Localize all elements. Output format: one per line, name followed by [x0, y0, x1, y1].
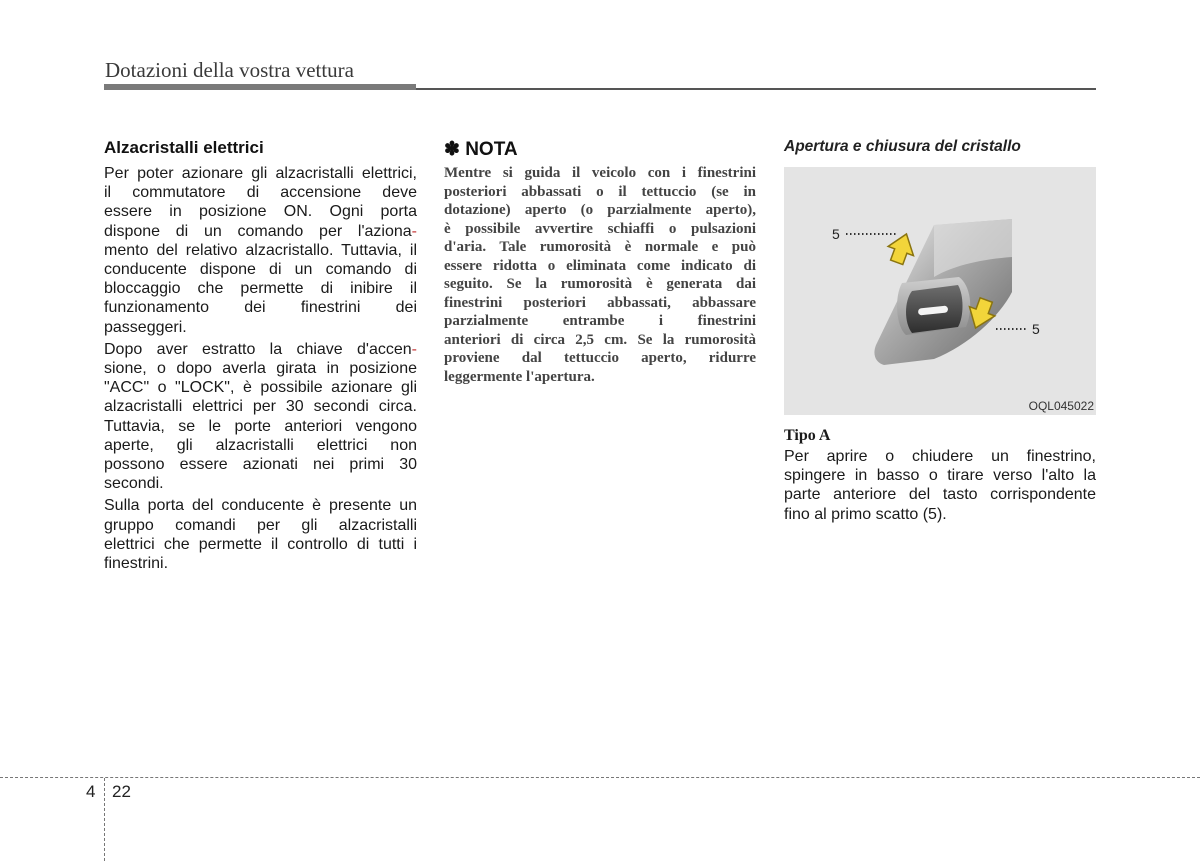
- nota-heading: ✽ NOTA: [444, 139, 518, 160]
- text-line: parzialmente entrambe i finestrini: [444, 313, 756, 329]
- hyphen-mark: -: [411, 340, 417, 358]
- footer-dashed-rule: [0, 777, 1200, 778]
- text-line: bloccaggio che permette di inibire il: [104, 280, 417, 298]
- section-paragraph-3: [104, 496, 417, 573]
- text-line: leggermente l'apertura.: [444, 368, 595, 385]
- window-switch-illustration: [784, 167, 1096, 415]
- text-line: il commutatore di accensione deve: [104, 184, 417, 202]
- text-line: Mentre si guida il veicolo con i finestrini: [444, 165, 756, 181]
- text-line: è possibile avvertire schiaffi o pulsazioni: [444, 220, 756, 237]
- text-line: mento del relativo alzacristallo. Tuttavia, il: [104, 241, 417, 259]
- text-line: "ACC" o "LOCK", è possibile azionare gli: [104, 379, 417, 397]
- text-line: Sulla porta del conducente è presente un: [104, 497, 417, 515]
- figure-code: OQL045022: [1028, 399, 1094, 413]
- page-chapter-number: 4: [86, 782, 96, 801]
- text-line: Per poter azionare gli alzacristalli elettrici,: [104, 165, 417, 182]
- text-line: funzionamento dei finestrini dei: [104, 299, 417, 317]
- text-line: parte anteriore del tasto corrispondente: [784, 486, 1096, 504]
- header-rule-thin: [416, 88, 1096, 90]
- callout-top-label: 5: [832, 226, 840, 242]
- text-line: finestrini posteriori abbassati, abbassare: [444, 294, 756, 311]
- text-line: posteriori abbassati o il tettuccio (se in: [444, 183, 756, 200]
- text-line: spingere in basso o tirare verso l'alto la: [784, 467, 1096, 485]
- column-middle: [444, 138, 756, 386]
- text-line: dispone di un comando per l'aziona-: [104, 222, 417, 240]
- text-line: Per aprire o chiudere un finestrino,: [784, 448, 1096, 465]
- text-line: Dopo aver estratto la chiave d'accen-: [104, 340, 417, 358]
- text-line: d'aria. Tale rumorosità è normale e può: [444, 239, 756, 255]
- text-line: essere in posizione ON. Ogni porta: [104, 203, 417, 221]
- tipo-paragraph: [784, 447, 1096, 524]
- header-rule-thick: [104, 84, 416, 90]
- section-paragraph-2: [104, 340, 417, 494]
- text-line: proviene dal tettuccio aperto, ridurre: [444, 350, 756, 366]
- figure-caption: Apertura e chiusura del cristallo: [784, 138, 1021, 155]
- text-line: seguito. Se la rumorosità è generata dai: [444, 276, 756, 292]
- header-title: Dotazioni della vostra vettura: [105, 58, 354, 82]
- column-right: [784, 138, 1096, 527]
- window-switch-figure: [784, 167, 1096, 415]
- page-number: 22: [112, 782, 131, 801]
- callout-bottom-label: 5: [1032, 321, 1040, 337]
- text-line: conducente dispone di un comando di: [104, 261, 417, 279]
- text-line: Tuttavia, se le porte anteriori vengono: [104, 417, 417, 435]
- section-paragraph-1: [104, 164, 417, 337]
- text-line: fino al primo scatto (5).: [784, 505, 947, 523]
- section-heading: Alzacristalli elettrici: [104, 138, 264, 157]
- text-line: passeggeri.: [104, 318, 187, 336]
- text-line: secondi.: [104, 475, 164, 493]
- text-line: elettrici che permette il controllo di tutti i: [104, 535, 417, 553]
- text-line: essere ridotta o eliminata come indicato di: [444, 257, 756, 274]
- footer-dashed-divider: [104, 778, 105, 861]
- text-line: alzacristalli elettrici per 30 secondi circa.: [104, 398, 417, 416]
- text-line: gruppo comandi per gli alzacristalli: [104, 516, 417, 534]
- text-line: anteriori di circa 2,5 cm. Se la rumorosità: [444, 331, 756, 348]
- tipo-heading: Tipo A: [784, 427, 831, 444]
- text-line: possono essere azionati nei primi 30: [104, 456, 417, 474]
- text-line: finestrini.: [104, 555, 169, 573]
- text-line: sione, o dopo averla girata in posizione: [104, 360, 417, 378]
- column-left: [104, 138, 417, 576]
- arrow-up-icon: [884, 230, 920, 267]
- hyphen-mark: -: [411, 222, 417, 240]
- text-line: aperte, gli alzacristalli elettrici non: [104, 436, 417, 454]
- nota-body: [444, 164, 756, 386]
- text-line: dotazione) aperto (o parzialmente aperto),: [444, 202, 756, 218]
